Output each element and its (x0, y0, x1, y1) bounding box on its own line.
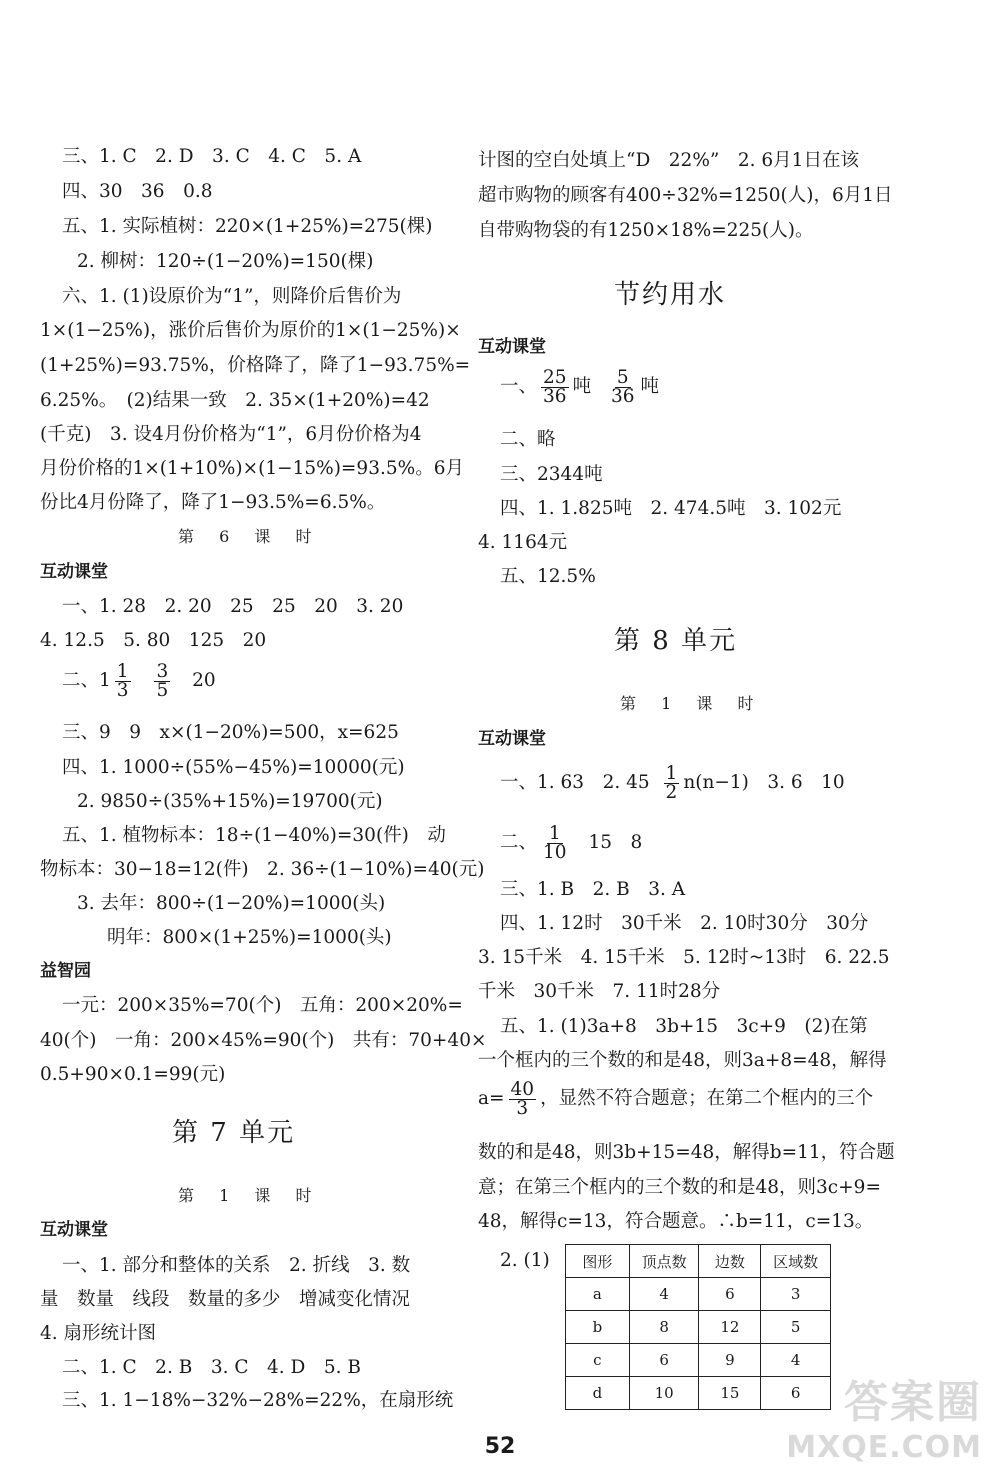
denominator: 3 (516, 1097, 529, 1119)
answer-text: 二、1 (62, 670, 111, 691)
table-cell: 8 (629, 1311, 699, 1344)
section-heading: 互动课堂 (40, 1220, 108, 1240)
answer-line: 五、1. 实际植树：220×(1+25%)=275(棵) (62, 216, 433, 237)
fraction (541, 366, 569, 407)
table-header-cell: 顶点数 (629, 1245, 699, 1278)
answer-line: 超市购物的顾客有400÷32%=1250(人)，6月1日 (478, 185, 893, 206)
answer-line-fractions (62, 662, 216, 700)
fraction (115, 660, 131, 701)
numerator: 40 (510, 1078, 535, 1100)
answer-line: 6.25%。 (2)结果一致 2. 35×(1+20%)=42 (40, 390, 430, 411)
table-row (566, 1311, 831, 1344)
denominator: 5 (156, 679, 169, 701)
table-cell: 6 (761, 1377, 831, 1410)
answer-text: a= (478, 1088, 505, 1109)
denominator: 2 (665, 781, 678, 803)
table-cell: 5 (761, 1311, 831, 1344)
answer-text: ，显然不符合题意；在第二个框内的三个 (540, 1088, 874, 1109)
answer-text: 二、 (500, 832, 538, 853)
answer-line: 二、略 (500, 429, 556, 450)
watermark-logo-text: 答案圈 (844, 1377, 982, 1428)
numerator: 1 (116, 660, 129, 682)
answer-line: 2. 9850÷(35%+15%)=19700(元) (77, 791, 383, 812)
answer-line: 4. 12.5 5. 80 125 20 (40, 630, 267, 651)
lesson-title: 第 6 课 时 (178, 527, 322, 546)
table-cell: 12 (699, 1311, 761, 1344)
table-header-cell: 区域数 (761, 1245, 831, 1278)
table-cell: 15 (699, 1377, 761, 1410)
denominator: 3 (116, 679, 129, 701)
answer-line: 4. 1164元 (478, 532, 568, 553)
numerator: 1 (665, 762, 678, 784)
answer-line: 1×(1−25%)，涨价后售价为原价的1×(1−25%)× (40, 320, 461, 341)
answer-line: 计图的空白处填上“D 22%” 2. 6月1日在该 (478, 150, 859, 171)
lesson-title: 第 1 课 时 (178, 1186, 322, 1205)
answer-line: (1+25%)=93.75%，价格降了，降了1−93.75%= (40, 355, 471, 376)
answer-line: 四、30 36 0.8 (62, 181, 213, 202)
fraction (509, 1078, 537, 1119)
unit-title: 第 7 单元 (172, 1118, 296, 1148)
answer-line: 四、1. 12时 30千米 2. 10时30分 30分 (500, 913, 869, 934)
answer-line: 40(个) 一角：200×45%=90(个) 共有：70+40× (40, 1030, 487, 1051)
answer-line: (千克) 3. 设4月份价格为“1”，6月份价格为4 (40, 424, 422, 445)
answer-line-fractions (500, 824, 642, 862)
table-cell: 6 (629, 1344, 699, 1377)
answer-line: 2. 柳树：120÷(1−20%)=150(棵) (77, 251, 374, 272)
table-cell: 6 (699, 1278, 761, 1311)
answer-line: 一元：200×35%=70(个) 五角：200×20%= (62, 995, 463, 1016)
table-cell: c (566, 1344, 630, 1377)
section-heading: 互动课堂 (478, 337, 546, 357)
lesson-title: 第 1 课 时 (620, 694, 764, 713)
answer-line: 意；在第三个框内的三个数的和是48，则3c+9= (478, 1177, 881, 1198)
answer-line: 一、1. 28 2. 20 25 25 20 3. 20 (62, 596, 404, 617)
answer-line-fractions (500, 368, 659, 406)
table-cell: a (566, 1278, 630, 1311)
numerator: 3 (156, 660, 169, 682)
answer-line: 4. 扇形统计图 (40, 1323, 157, 1344)
answer-line: 二、1. C 2. B 3. C 4. D 5. B (62, 1357, 361, 1378)
answer-text: n(n−1) 3. 6 10 (683, 772, 845, 793)
answer-line: 五、1. 植物标本：18÷(1−40%)=30(件) 动 (62, 825, 446, 846)
answer-line: 量 数量 线段 数量的多少 增减变化情况 (40, 1289, 411, 1310)
section-title: 节约用水 (614, 280, 727, 310)
answer-text: 一、 (500, 376, 538, 397)
table-header-cell: 图形 (566, 1245, 630, 1278)
answer-line: 月份价格的1×(1+10%)×(1−15%)=93.5%。6月 (40, 458, 464, 479)
site-watermark (786, 1366, 982, 1465)
section-heading: 互动课堂 (40, 562, 108, 582)
unit-title: 第 8 单元 (614, 626, 738, 656)
fraction (664, 762, 680, 803)
answer-line: 三、1. B 2. B 3. A (500, 879, 686, 900)
answer-line: 四、1. 1000÷(55%−45%)=10000(元) (62, 757, 405, 778)
answer-text: 吨 (572, 376, 592, 397)
table-row (566, 1278, 831, 1311)
table-cell: 9 (699, 1344, 761, 1377)
answer-line-fractions (500, 764, 845, 802)
answer-line: 份比4月份降了，降了1−93.5%=6.5%。 (40, 492, 386, 513)
watermark-url: MXQE.COM (786, 1430, 982, 1465)
answer-line: 三、1. 1−18%−32%−28%=22%，在扇形统 (62, 1390, 454, 1411)
table-cell: 4 (629, 1278, 699, 1311)
answer-line: 三、2344吨 (500, 464, 603, 485)
table-cell: d (566, 1377, 630, 1410)
denominator: 36 (610, 385, 635, 407)
answer-text: 吨 (640, 376, 660, 397)
answer-line: 物标本：30−18=12(件) 2. 36÷(1−10%)=40(元) (40, 859, 485, 880)
table-cell: b (566, 1311, 630, 1344)
table-cell: 10 (629, 1377, 699, 1410)
answer-line-fractions (478, 1080, 873, 1118)
table-cell: 4 (761, 1344, 831, 1377)
page-number: 52 (484, 1434, 516, 1459)
section-heading: 互动课堂 (478, 729, 546, 749)
answer-line: 3. 去年：800÷(1−20%)=1000(头) (77, 893, 386, 914)
answer-line: 数的和是48，则3b+15=48，解得b=11，符合题 (478, 1142, 895, 1163)
answer-line: 48，解得c=13，符合题意。∴b=11，c=13。 (478, 1211, 874, 1232)
fraction (609, 366, 637, 407)
answer-line: 三、9 9 x×(1−20%)=500，x=625 (62, 722, 399, 743)
numerator: 1 (548, 822, 561, 844)
table-cell: 3 (761, 1278, 831, 1311)
denominator: 36 (543, 385, 567, 407)
answer-line: 千米 30千米 7. 11时28分 (478, 981, 721, 1002)
fraction (541, 822, 569, 863)
answer-line: 明年：800×(1+25%)=1000(头) (107, 927, 392, 948)
answer-text: 一、1. 63 2. 45 (500, 772, 650, 793)
denominator: 10 (543, 841, 567, 863)
answer-line: 一、1. 部分和整体的关系 2. 折线 3. 数 (62, 1255, 411, 1276)
answer-line: 五、12.5% (500, 566, 596, 587)
answer-line: 自带购物袋的有1250×18%=225(人)。 (478, 220, 814, 241)
answer-line: 0.5+90×0.1=99(元) (40, 1064, 226, 1085)
table-header-row (566, 1245, 831, 1278)
answer-line: 四、1. 1.825吨 2. 474.5吨 3. 102元 (500, 498, 842, 519)
table-header-cell: 边数 (699, 1245, 761, 1278)
answer-line: 3. 15千米 4. 15千米 5. 12时~13时 6. 22.5 (478, 947, 890, 968)
answer-line: 五、1. (1)3a+8 3b+15 3c+9 (2)在第 (500, 1016, 868, 1037)
answer-line: 六、1. (1)设原价为“1”，则降价后售价为 (62, 286, 402, 307)
numerator: 25 (543, 366, 567, 388)
answer-line: 一个框内的三个数的和是48，则3a+8=48，解得 (478, 1050, 887, 1071)
answer-text: 15 8 (588, 832, 643, 853)
answer-line: 三、1. C 2. D 3. C 4. C 5. A (62, 146, 362, 167)
fraction (154, 660, 170, 701)
answer-line: 2. (1) (500, 1250, 550, 1271)
section-heading: 益智园 (40, 961, 91, 981)
answer-text: 20 (192, 670, 216, 691)
numerator: 5 (616, 366, 629, 388)
